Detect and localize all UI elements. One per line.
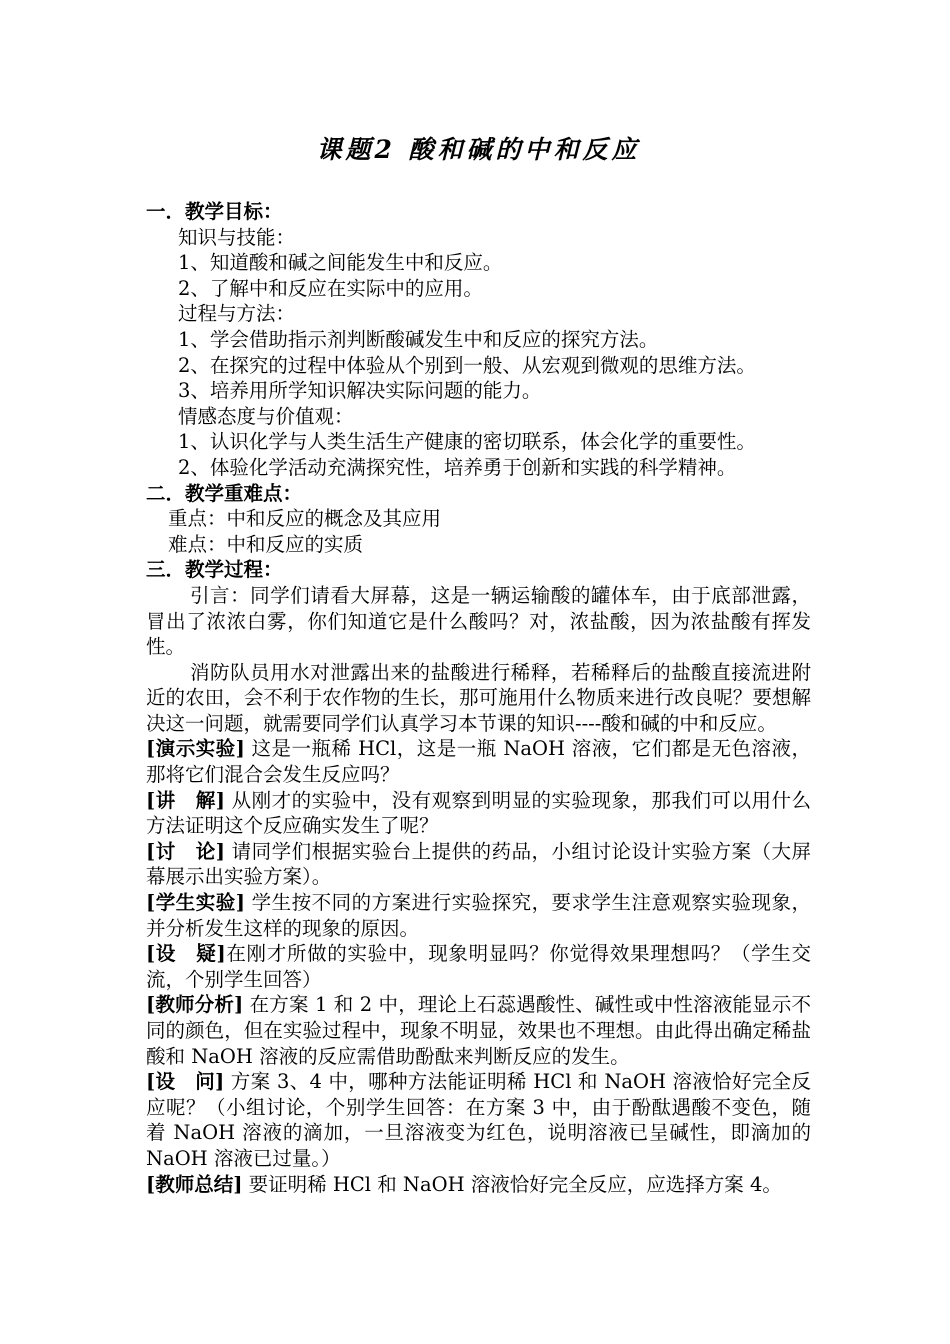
- step-text: 在方案 1 和 2 中，理论上石蕊遇酸性、碱性或中性溶液能显示不同的颜色，但在实验过程中，现象不明显，效果也不理想。由此得出确定稀盐酸和 NaOH 溶液的反应需借助酚酞来判断反应的发生。: [146, 993, 812, 1068]
- section2-heading: 二．教学重难点：: [146, 481, 303, 505]
- step-tag: [讲 解]: [146, 788, 225, 812]
- step-tag: [设 疑]: [146, 942, 226, 966]
- step-text: 方案 3、4 中，哪种方法能证明稀 HCl 和 NaOH 溶液恰好完全反应呢？（小组讨论，个别学生回答：在方案 3 中，由于酚酞遇酸不变色，随着 NaOH 溶液的滴加，一旦溶液变为红色，说明溶液已呈碱性，即滴加的 NaOH 溶液已过量。）: [146, 1070, 811, 1170]
- step-tag: [教师总结]: [146, 1172, 243, 1196]
- step-paragraph: [146, 788, 811, 839]
- step-text: 请同学们根据实验台上提供的药品，小组讨论设计实验方案（大屏幕展示出实验方案）。: [146, 839, 811, 889]
- sub3-label: 情感态度与价值观：: [178, 404, 354, 428]
- difficult-point: 难点：中和反应的实质: [168, 532, 364, 556]
- sub2-item: 1、学会借助指示剂判断酸碱发生中和反应的探究方法。: [178, 327, 659, 351]
- step-text: 要证明稀 HCl 和 NaOH 溶液恰好完全反应，应选择方案 4。: [242, 1172, 782, 1196]
- page-title: 课题2 酸和碱的中和反应: [316, 135, 641, 164]
- intro-paragraph: 消防队员用水对泄露出来的盐酸进行稀释，若稀释后的盐酸直接流进附近的农田，会不利于农作物的生长，那可施用什么物质来进行改良呢？要想解决这一问题，就需要同学们认真学习本节课的知识----酸和碱的中和反应。: [146, 660, 811, 735]
- sub1-label: 知识与技能：: [178, 225, 296, 249]
- sub2-item: 3、培养用所学知识解决实际问题的能力。: [178, 379, 542, 403]
- intro-paragraph: 引言：同学们请看大屏幕，这是一辆运输酸的罐体车，由于底部泄露，冒出了浓浓白雾，你们知道它是什么酸吗？对，浓盐酸，因为浓盐酸有挥发性。: [146, 583, 811, 659]
- section1-heading: 一．教学目标：: [146, 200, 283, 223]
- sub1-item: 1、知道酸和碱之间能发生中和反应。: [178, 251, 503, 275]
- step-paragraph: [146, 1172, 811, 1198]
- sub3-item: 2、体验化学活动充满探究性，培养勇于创新和实践的科学精神。: [178, 455, 737, 479]
- key-point: 重点：中和反应的概念及其应用: [168, 507, 442, 531]
- step-text: 从刚才的实验中，没有观察到明显的实验现象，那我们可以用什么方法证明这个反应确实发生了呢？: [146, 788, 811, 838]
- step-tag: [学生实验]: [146, 891, 245, 915]
- step-tag: [设 问]: [146, 1070, 225, 1094]
- sub3-item: 1、认识化学与人类生活生产健康的密切联系，体会化学的重要性。: [178, 430, 756, 454]
- section3-heading: 三．教学过程：: [146, 558, 283, 582]
- document-page: [146, 133, 811, 1197]
- step-paragraph: [146, 839, 811, 890]
- step-text: 这是一瓶稀 HCl，这是一瓶 NaOH 溶液，它们都是无色溶液，那将它们混合会发生反应吗？: [146, 737, 811, 787]
- step-paragraph: [146, 941, 811, 992]
- sub2-label: 过程与方法：: [178, 302, 296, 326]
- step-paragraph: [146, 890, 811, 941]
- step-paragraph: [146, 1069, 811, 1171]
- step-paragraph: [146, 992, 811, 1069]
- step-paragraph: [146, 736, 811, 787]
- sub1-item: 2、了解中和反应在实际中的应用。: [178, 276, 483, 300]
- step-tag: [教师分析]: [146, 993, 244, 1017]
- step-text: 学生按不同的方案进行实验探究，要求学生注意观察实验现象，并分析发生这样的现象的原因。: [146, 891, 812, 940]
- step-tag: [演示实验]: [146, 737, 245, 761]
- sub2-item: 2、在探究的过程中体验从个别到一般、从宏观到微观的思维方法。: [178, 353, 756, 377]
- step-text: 在刚才所做的实验中，现象明显吗？你觉得效果理想吗？（学生交流，个别学生回答）: [146, 942, 811, 991]
- step-tag: [讨 论]: [146, 839, 225, 863]
